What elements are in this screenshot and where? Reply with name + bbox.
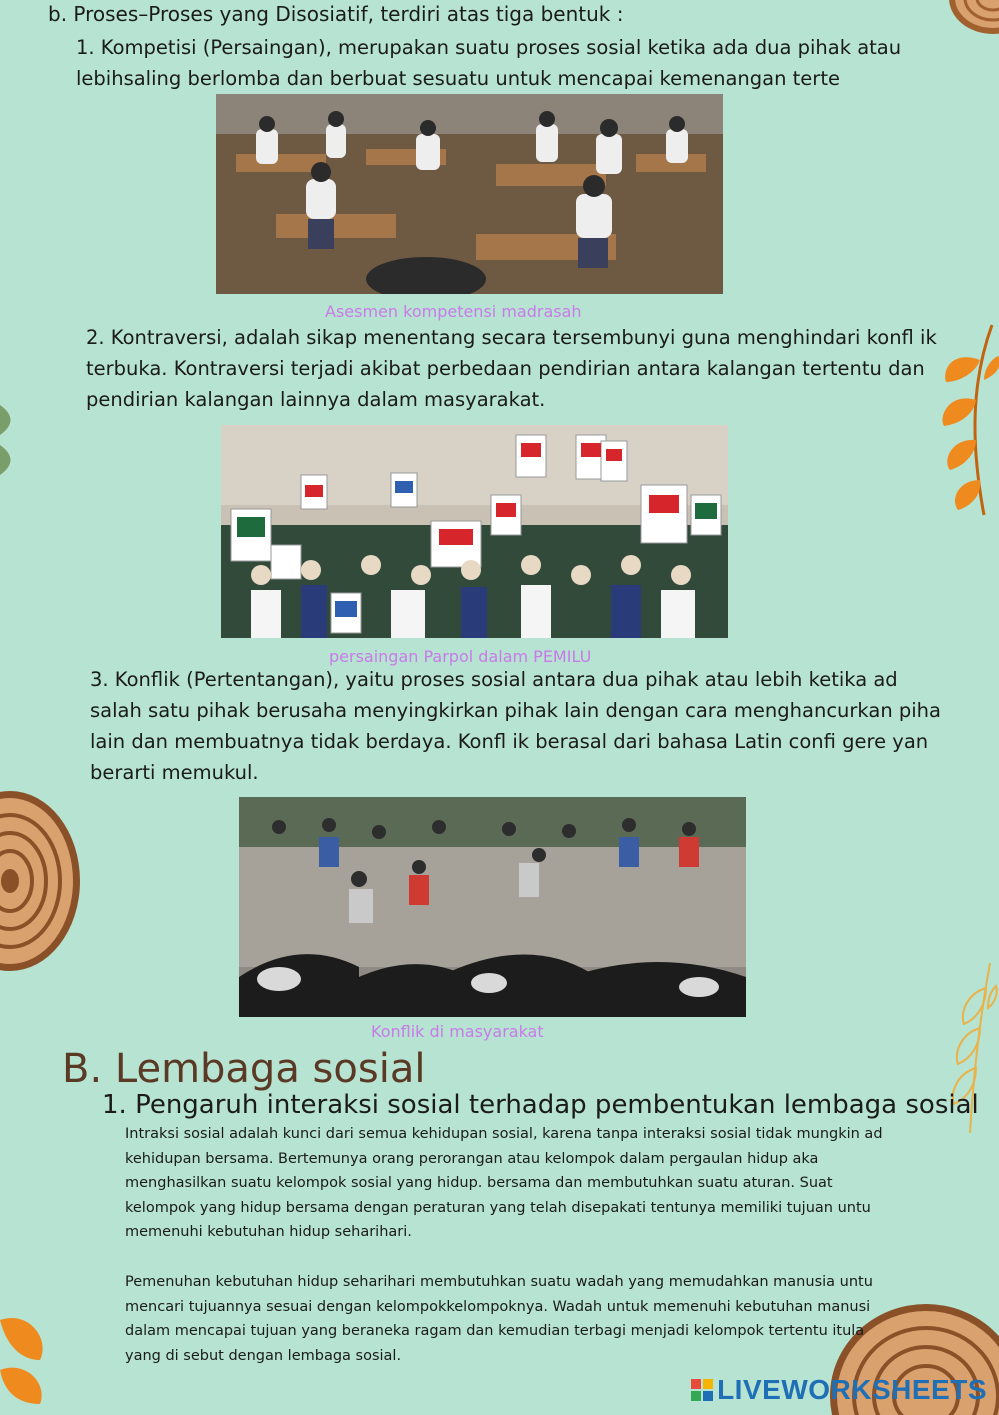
wood-slice-top-right — [948, 0, 999, 36]
item2-caption: persaingan Parpol dalam PEMILU — [329, 647, 592, 666]
item3-line2: salah satu pihak berusaha menyingkirkan pihak lain dengan cara menghancurkan piha — [90, 699, 941, 722]
item2-line2: terbuka. Kontraversi terjadi akibat perbedaan pendirian antara kalangan tertentu dan — [86, 357, 925, 380]
item1-line1: 1. Kompetisi (Persaingan), merupakan suatu proses sosial ketika ada dua pihak atau — [76, 36, 902, 59]
para1-line: menghasilkan suatu kelompok sosial yang hidup. bersama dan membutuhkan suatu aturan. Suat — [125, 1175, 833, 1191]
item1-line2: lebihsaling berlomba dan berbuat sesuatu untuk mencapai kemenangan terte — [76, 67, 840, 90]
section-b-heading: b. Proses–Proses yang Disosiatif, terdiri atas tiga bentuk : — [48, 2, 624, 26]
classroom-exam-photo — [216, 94, 723, 294]
item3-paragraph — [90, 664, 999, 788]
para1-line: memenuhi kebutuhan hidup seharihari. — [125, 1224, 412, 1240]
liveworksheets-logo-icon — [691, 1379, 713, 1401]
para1-line: Intraksi sosial adalah kunci dari semua kehidupan sosial, karena tanpa interaksi sosial tidak mungkin ad — [125, 1126, 883, 1142]
item2-paragraph — [86, 322, 999, 415]
para1-line: kelompok yang hidup bersama dengan peraturan yang telah disepakati tentunya memiliki tujuan untu — [125, 1199, 871, 1216]
green-leaf-left — [0, 395, 18, 485]
item1-paragraph — [76, 32, 976, 94]
item2-line3: pendirian kalangan lainnya dalam masyarakat. — [86, 388, 546, 411]
liveworksheets-logo — [691, 1374, 987, 1406]
body-paragraph-2 — [125, 1270, 999, 1368]
election-parties-photo — [221, 425, 728, 638]
orange-leaf-bottom-left — [0, 1300, 62, 1415]
item2-line1: 2. Kontraversi, adalah sikap menentang secara tersembunyi guna menghindari konfl ik — [86, 326, 937, 349]
liveworksheets-logo-text: LIVEWORKSHEETS — [717, 1374, 987, 1405]
item3-line1: 3. Konflik (Pertentangan), yaitu proses sosial antara dua pihak atau lebih ketika ad — [90, 668, 898, 691]
para2-line: Pemenuhan kebutuhan hidup seharihari membutuhkan suatu wadah yang memudahkan manusia untu — [125, 1274, 873, 1290]
item3-line4: berarti memukul. — [90, 761, 259, 784]
item1-caption: Asesmen kompetensi madrasah — [325, 302, 582, 321]
section-subtitle: 1. Pengaruh interaksi sosial terhadap pembentukan lembaga sosial — [102, 1090, 979, 1120]
para1-line: kehidupan bersama. Bertemunya orang perorangan atau kelompok dalam pergaulan hidup aka — [125, 1150, 819, 1167]
item3-caption: Konflik di masyarakat — [371, 1022, 544, 1041]
para2-line: yang di sebut dengan lembaga sosial. — [125, 1347, 402, 1364]
para2-line: dalam mencapai tujuan yang beraneka ragam dan kemudian terbagi menjadi kelompok tertentu itula — [125, 1323, 865, 1339]
street-conflict-photo — [239, 797, 746, 1017]
section-title: B. Lembaga sosial — [62, 1046, 426, 1092]
body-paragraph-1 — [125, 1122, 999, 1245]
para2-line: mencari tujuannya sesuai dengan kelompokkelompoknya. Wadah untuk memenuhi kebutuhan manusi — [125, 1298, 871, 1315]
wood-slice-left — [0, 786, 82, 976]
item3-line3: lain dan membuatnya tidak berdaya. Konfl ik berasal dari bahasa Latin confi gere yan — [90, 730, 929, 753]
